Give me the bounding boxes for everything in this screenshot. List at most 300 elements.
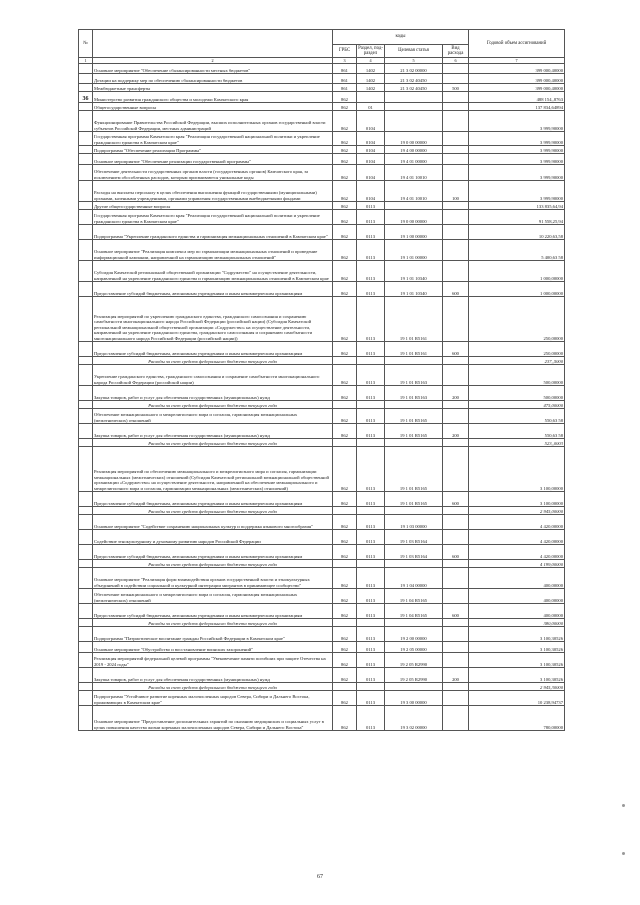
row-vid bbox=[443, 132, 469, 146]
row-amount: 4 420,00000 bbox=[469, 530, 565, 545]
row-target bbox=[385, 683, 443, 691]
row-section: 0113 bbox=[357, 642, 385, 653]
row-target bbox=[385, 357, 443, 365]
row-grbs: 862 bbox=[333, 92, 357, 103]
row-section: 0113 bbox=[357, 653, 385, 668]
row-number bbox=[79, 357, 93, 365]
row-grbs: 862 bbox=[333, 342, 357, 357]
row-amount: 250,00000 bbox=[469, 297, 565, 342]
row-vid bbox=[443, 210, 469, 225]
row-target bbox=[385, 507, 443, 515]
row-number bbox=[79, 568, 93, 589]
row-number bbox=[79, 492, 93, 507]
header-num-4: 4 bbox=[357, 58, 385, 64]
row-section: 0104 bbox=[357, 165, 385, 181]
header-grbs: ГРБС bbox=[333, 45, 357, 58]
row-vid bbox=[443, 365, 469, 386]
table-row-federal-note bbox=[79, 507, 565, 515]
row-amount: 500,00000 bbox=[469, 365, 565, 386]
row-vid: 600 bbox=[443, 492, 469, 507]
row-vid bbox=[443, 530, 469, 545]
row-number bbox=[79, 132, 93, 146]
row-grbs: 862 bbox=[333, 365, 357, 386]
row-amount: 399 000,40000 bbox=[469, 84, 565, 92]
row-amount: 3 100,30526 bbox=[469, 627, 565, 642]
row-name: Основное мероприятие "Предоставление дополнительных гарантий по оказанию медицинских и социальных услуг в целях повышения качества жизни коренных малочисленных народов Севера, Сибири и Дальнего Востока" bbox=[93, 706, 333, 731]
row-grbs bbox=[333, 683, 357, 691]
row-target bbox=[385, 619, 443, 627]
row-target: 19 1 01 R5165 bbox=[385, 492, 443, 507]
row-name: Основное мероприятие "Реализация форм взаимодействия органов государственной власти и этнокультурных объединений в содействии социальной и культурной интеграции мигрантов в принимающее сообщество" bbox=[93, 568, 333, 589]
row-vid bbox=[443, 706, 469, 731]
header-num-7: 7 bbox=[469, 58, 565, 64]
row-vid bbox=[443, 64, 469, 74]
row-grbs: 862 bbox=[333, 154, 357, 165]
row-amount: 10 238,94737 bbox=[469, 691, 565, 706]
row-amount: 400,00000 bbox=[469, 589, 565, 604]
row-name: Министерство развития гражданского общества и молодежи Камчатского края bbox=[93, 92, 333, 103]
row-vid: 600 bbox=[443, 282, 469, 297]
row-section: 0113 bbox=[357, 386, 385, 401]
row-vid bbox=[443, 154, 469, 165]
row-section: 0104 bbox=[357, 111, 385, 132]
table-row bbox=[79, 210, 565, 225]
row-name: Расходы за счет средств федерального бюджета текущего года bbox=[93, 439, 333, 447]
row-section: 0113 bbox=[357, 240, 385, 261]
table-row bbox=[79, 154, 565, 165]
table-row bbox=[79, 297, 565, 342]
row-grbs: 862 bbox=[333, 604, 357, 619]
row-amount: 3 100,30526 bbox=[469, 668, 565, 683]
row-number bbox=[79, 240, 93, 261]
row-section: 0113 bbox=[357, 297, 385, 342]
row-target bbox=[385, 560, 443, 568]
row-section: 0104 bbox=[357, 132, 385, 146]
scan-mark bbox=[622, 804, 625, 807]
row-vid: 600 bbox=[443, 342, 469, 357]
row-grbs bbox=[333, 439, 357, 447]
row-name: Межбюджетные трансферты bbox=[93, 84, 333, 92]
row-section bbox=[357, 439, 385, 447]
row-amount: 400,00000 bbox=[469, 604, 565, 619]
row-target bbox=[385, 401, 443, 409]
row-number bbox=[79, 103, 93, 111]
table-row-federal-note bbox=[79, 683, 565, 691]
table-row bbox=[79, 261, 565, 282]
row-number bbox=[79, 74, 93, 84]
row-grbs bbox=[333, 619, 357, 627]
row-vid bbox=[443, 146, 469, 154]
scan-mark bbox=[622, 852, 625, 855]
row-amount: 237,,5000 bbox=[469, 357, 565, 365]
row-grbs: 862 bbox=[333, 545, 357, 560]
row-vid: 600 bbox=[443, 545, 469, 560]
budget-table bbox=[78, 29, 565, 731]
row-name: Расходы на выплаты персоналу в целях обеспечения выполнения функций государственными (муниципальными) органами, казенными учреждениями, органами управления государственными внебюджетными фондами bbox=[93, 181, 333, 202]
row-number bbox=[79, 560, 93, 568]
row-section: 0113 bbox=[357, 568, 385, 589]
table-row bbox=[79, 568, 565, 589]
row-amount: 780,00000 bbox=[469, 706, 565, 731]
row-section: 0113 bbox=[357, 589, 385, 604]
row-name: Расходы за счет средств федерального бюджета текущего года bbox=[93, 619, 333, 627]
header-number: № bbox=[79, 30, 93, 58]
row-amount: 380,00000 bbox=[469, 619, 565, 627]
row-target bbox=[385, 439, 443, 447]
row-section: 0113 bbox=[357, 706, 385, 731]
row-vid bbox=[443, 297, 469, 342]
row-number bbox=[79, 507, 93, 515]
row-target: 19 1 01 00000 bbox=[385, 240, 443, 261]
row-target: 19 1 01 R5165 bbox=[385, 447, 443, 492]
row-amount: 488 154,,8763 bbox=[469, 92, 565, 103]
row-number bbox=[79, 653, 93, 668]
row-name: Подпрограмма "Обеспечение реализации Программы" bbox=[93, 146, 333, 154]
row-target: 19 2 05 R2990 bbox=[385, 653, 443, 668]
row-vid bbox=[443, 261, 469, 282]
row-number bbox=[79, 706, 93, 731]
row-name: Расходы за счет средств федерального бюджета текущего года bbox=[93, 683, 333, 691]
row-grbs: 862 bbox=[333, 627, 357, 642]
table-row bbox=[79, 530, 565, 545]
row-target: 19 2 00 00000 bbox=[385, 627, 443, 642]
row-vid bbox=[443, 627, 469, 642]
row-name: Расходы за счет средств федерального бюджета текущего года bbox=[93, 560, 333, 568]
row-amount: 133 835,64,94 bbox=[469, 202, 565, 210]
table-row-federal-note bbox=[79, 357, 565, 365]
table-row bbox=[79, 92, 565, 103]
row-vid bbox=[443, 92, 469, 103]
row-section: 0104 bbox=[357, 146, 385, 154]
row-number: 36 bbox=[79, 92, 93, 103]
row-target: 19 1 03 00000 bbox=[385, 515, 443, 530]
row-number bbox=[79, 225, 93, 240]
row-grbs: 862 bbox=[333, 642, 357, 653]
table-row bbox=[79, 604, 565, 619]
row-section: 0113 bbox=[357, 545, 385, 560]
row-grbs: 862 bbox=[333, 240, 357, 261]
table-row bbox=[79, 589, 565, 604]
row-vid bbox=[443, 357, 469, 365]
row-number bbox=[79, 64, 93, 74]
table-row-federal-note bbox=[79, 401, 565, 409]
row-grbs: 862 bbox=[333, 589, 357, 604]
row-section: 0113 bbox=[357, 424, 385, 439]
row-name: Другие общегосударственные вопросы bbox=[93, 202, 333, 210]
row-name: Расходы за счет средств федерального бюджета текущего года bbox=[93, 357, 333, 365]
row-grbs: 862 bbox=[333, 225, 357, 240]
row-grbs: 862 bbox=[333, 282, 357, 297]
header-total: Годовой объем ассигнований bbox=[469, 30, 565, 58]
row-target: 19 1 04 R5165 bbox=[385, 589, 443, 604]
row-number bbox=[79, 439, 93, 447]
row-name: Государственная программа Камчатского края "Реализация государственной национальной политики и укрепление гражданского единства в Камчатском крае" bbox=[93, 132, 333, 146]
row-grbs bbox=[333, 507, 357, 515]
row-amount: 475,00000 bbox=[469, 401, 565, 409]
row-name: Основное мероприятие "Обустройство и восстановление воинских захоронений" bbox=[93, 642, 333, 653]
table-row bbox=[79, 515, 565, 530]
row-name: Подпрограмма "Патриотическое воспитание граждан Российской Федерации в Камчатском крае" bbox=[93, 627, 333, 642]
row-grbs: 862 bbox=[333, 424, 357, 439]
row-amount: 1 000,00000 bbox=[469, 282, 565, 297]
row-name: Предоставление субсидий бюджетным, автономным учреждениям и иным некоммерческим организациям bbox=[93, 342, 333, 357]
row-name: Основное мероприятие "Реализация комплекса мер по гармонизации межнациональных отношений и проведение информационной кампании, направленной на гармонизацию межнациональных отношений" bbox=[93, 240, 333, 261]
row-name: Расходы за счет средств федерального бюджета текущего года bbox=[93, 401, 333, 409]
row-number bbox=[79, 365, 93, 386]
row-number bbox=[79, 642, 93, 653]
row-name: Содействие этнокультурному и духовному развитию народов Российской Федерации bbox=[93, 530, 333, 545]
row-vid bbox=[443, 507, 469, 515]
row-grbs: 862 bbox=[333, 492, 357, 507]
row-vid bbox=[443, 642, 469, 653]
row-number bbox=[79, 261, 93, 282]
row-target: 21 3 02 40450 bbox=[385, 74, 443, 84]
row-name: Реализация мероприятий по укреплению гражданского единства, гражданского самосознания и сохранению самобытности многонационального народа Российской Федерации (российской нации) (Субсидия Камчатской региональной межнациональной общественной организации «Содружество» на осуществление деятельности, направленной на укрепление гражданского единства, гражданского самосознания и сохранению самобытности многонационального народа Российской Федерации (российской нации)) bbox=[93, 297, 333, 342]
row-section: 0104 bbox=[357, 181, 385, 202]
table-row bbox=[79, 653, 565, 668]
row-grbs: 861 bbox=[333, 74, 357, 84]
row-target: 19 1 01 R5161 bbox=[385, 342, 443, 357]
row-section: 0113 bbox=[357, 492, 385, 507]
row-target: 19 4 01 10010 bbox=[385, 165, 443, 181]
row-section bbox=[357, 683, 385, 691]
header-num-3: 3 bbox=[333, 58, 357, 64]
row-amount: 2 945,30000 bbox=[469, 683, 565, 691]
row-vid bbox=[443, 691, 469, 706]
row-section: 0113 bbox=[357, 225, 385, 240]
row-grbs: 862 bbox=[333, 706, 357, 731]
table-row bbox=[79, 165, 565, 181]
header-num-6: 6 bbox=[443, 58, 469, 64]
row-vid bbox=[443, 202, 469, 210]
row-name: Подпрограмма "Укрепление гражданского единства и гармонизация межнациональных отношений в Камчатском крае" bbox=[93, 225, 333, 240]
table-row-federal-note bbox=[79, 560, 565, 568]
row-vid bbox=[443, 560, 469, 568]
row-grbs: 862 bbox=[333, 297, 357, 342]
row-amount: 250,00000 bbox=[469, 342, 565, 357]
row-section bbox=[357, 560, 385, 568]
table-row bbox=[79, 706, 565, 731]
row-section: 0113 bbox=[357, 202, 385, 210]
row-name: Субсидия Камчатской региональной общественной организации "Содружество" на осуществление деятельности, направленной на укрепление гражданского единства и гармонизацию межнациональных отношений в Камчатском крае bbox=[93, 261, 333, 282]
row-number bbox=[79, 210, 93, 225]
row-section: 0113 bbox=[357, 668, 385, 683]
row-number bbox=[79, 604, 93, 619]
row-amount: 399 000,40000 bbox=[469, 74, 565, 84]
row-number bbox=[79, 691, 93, 706]
table-row bbox=[79, 424, 565, 439]
row-amount: 399 000,40000 bbox=[469, 64, 565, 74]
row-vid bbox=[443, 401, 469, 409]
row-number bbox=[79, 146, 93, 154]
row-amount: 4 420,00000 bbox=[469, 545, 565, 560]
table-row bbox=[79, 545, 565, 560]
row-target: 19 4 00 00000 bbox=[385, 146, 443, 154]
row-grbs: 862 bbox=[333, 668, 357, 683]
row-vid: 200 bbox=[443, 386, 469, 401]
row-section: 0113 bbox=[357, 515, 385, 530]
row-section: 0113 bbox=[357, 530, 385, 545]
header-vid: Вид расхода bbox=[443, 45, 469, 58]
header-num-2: 2 bbox=[93, 58, 333, 64]
row-amount: 3 999,90000 bbox=[469, 154, 565, 165]
row-vid bbox=[443, 74, 469, 84]
row-grbs: 862 bbox=[333, 111, 357, 132]
row-target bbox=[385, 202, 443, 210]
row-name: Обеспечение деятельности государственных органов власти (государственных органов) Камчатского края, за исключением обособленных расходов, которым присваиваются уникальные коды bbox=[93, 165, 333, 181]
row-target: 19 1 04 R5165 bbox=[385, 604, 443, 619]
row-grbs: 862 bbox=[333, 409, 357, 424]
row-number bbox=[79, 683, 93, 691]
row-number bbox=[79, 589, 93, 604]
row-amount: 3 999,90000 bbox=[469, 181, 565, 202]
row-amount: 500,00000 bbox=[469, 386, 565, 401]
header-name bbox=[93, 30, 333, 58]
row-number bbox=[79, 530, 93, 545]
row-section: 01 bbox=[357, 103, 385, 111]
row-amount: 550,63 58 bbox=[469, 424, 565, 439]
row-section bbox=[357, 92, 385, 103]
row-number bbox=[79, 386, 93, 401]
row-number bbox=[79, 401, 93, 409]
row-number bbox=[79, 111, 93, 132]
table-row bbox=[79, 181, 565, 202]
row-target: 19 4 01 10010 bbox=[385, 181, 443, 202]
row-grbs: 862 bbox=[333, 515, 357, 530]
row-vid bbox=[443, 589, 469, 604]
row-vid bbox=[443, 653, 469, 668]
row-section bbox=[357, 357, 385, 365]
row-target: 19 1 01 10340 bbox=[385, 282, 443, 297]
row-name: Расходы за счет средств федерального бюджета текущего года bbox=[93, 507, 333, 515]
table-row bbox=[79, 282, 565, 297]
header-num-1: 1 bbox=[79, 58, 93, 64]
row-vid bbox=[443, 409, 469, 424]
table-row bbox=[79, 132, 565, 146]
row-vid bbox=[443, 111, 469, 132]
row-section: 0113 bbox=[357, 261, 385, 282]
row-vid: 500 bbox=[443, 84, 469, 92]
row-target: 19 1 01 R5163 bbox=[385, 386, 443, 401]
row-section: 0113 bbox=[357, 447, 385, 492]
row-section: 0113 bbox=[357, 604, 385, 619]
table-row bbox=[79, 74, 565, 84]
row-grbs: 862 bbox=[333, 261, 357, 282]
header-codes: коды bbox=[333, 30, 469, 45]
row-target bbox=[385, 111, 443, 132]
header-num-5: 5 bbox=[385, 58, 443, 64]
table-row bbox=[79, 240, 565, 261]
row-target: 19 1 01 R5165 bbox=[385, 424, 443, 439]
table-row bbox=[79, 103, 565, 111]
row-grbs: 862 bbox=[333, 165, 357, 181]
row-amount: 3 999,90000 bbox=[469, 132, 565, 146]
row-vid bbox=[443, 619, 469, 627]
row-amount: 91 558,25,94 bbox=[469, 210, 565, 225]
row-name: Основное мероприятие "Обеспечение сбалансированности местных бюджетов" bbox=[93, 64, 333, 74]
row-vid bbox=[443, 165, 469, 181]
row-grbs: 862 bbox=[333, 653, 357, 668]
row-target bbox=[385, 92, 443, 103]
row-grbs: 862 bbox=[333, 210, 357, 225]
row-number bbox=[79, 181, 93, 202]
row-vid bbox=[443, 225, 469, 240]
row-target: 19 1 01 10340 bbox=[385, 261, 443, 282]
row-amount: 3 100,30526 bbox=[469, 653, 565, 668]
row-amount: 2 945,00000 bbox=[469, 507, 565, 515]
row-name: Закупка товаров, работ и услуг для обеспечения государственных (муниципальных) нужд bbox=[93, 424, 333, 439]
row-number bbox=[79, 282, 93, 297]
row-target: 19 0 00 00000 bbox=[385, 210, 443, 225]
row-name: Реализация мероприятий по обеспечению межнационального и межрелигиозного мира и согласия, гармонизации межнациональных (межэтнических) отношений (Субсидия Камчатской региональной межнациональной общественной организации «Содружество» на осуществление деятельности, направленной на обеспечение межнационального и межрелигиозного мира и согласия, гармонизации межнациональных (межэтнических) отношений) bbox=[93, 447, 333, 492]
row-name: Дотации на поддержку мер по обеспечению сбалансированности бюджетов bbox=[93, 74, 333, 84]
row-grbs: 862 bbox=[333, 202, 357, 210]
row-number bbox=[79, 409, 93, 424]
row-grbs: 862 bbox=[333, 530, 357, 545]
row-amount: 523,,0003 bbox=[469, 439, 565, 447]
row-amount: 3 100,30526 bbox=[469, 642, 565, 653]
row-amount: 3 100,00000 bbox=[469, 492, 565, 507]
row-name: Предоставление субсидий бюджетным, автономным учреждениям и иным некоммерческим организациям bbox=[93, 604, 333, 619]
row-vid bbox=[443, 240, 469, 261]
row-section: 0113 bbox=[357, 627, 385, 642]
row-number bbox=[79, 515, 93, 530]
row-target: 19 1 03 R5164 bbox=[385, 530, 443, 545]
row-target: 19 2 05 R2990 bbox=[385, 668, 443, 683]
row-amount: 4 420,00000 bbox=[469, 515, 565, 530]
row-grbs: 861 bbox=[333, 84, 357, 92]
row-name: Обеспечение межнационального и межрелигиозного мира и согласия, гармонизация межнациональных (межэтнических) отношений bbox=[93, 409, 333, 424]
table-row bbox=[79, 365, 565, 386]
row-amount: 3 999,90000 bbox=[469, 146, 565, 154]
row-vid: 100 bbox=[443, 181, 469, 202]
row-vid bbox=[443, 439, 469, 447]
row-target: 19 3 00 00000 bbox=[385, 691, 443, 706]
row-vid: 200 bbox=[443, 668, 469, 683]
row-name: Основное мероприятие "Обеспечение реализации государственной программы" bbox=[93, 154, 333, 165]
row-name: Предоставление субсидий бюджетным, автономным учреждениям и иным некоммерческим организациям bbox=[93, 545, 333, 560]
row-target bbox=[385, 103, 443, 111]
table-row bbox=[79, 691, 565, 706]
row-target: 19 3 02 00000 bbox=[385, 706, 443, 731]
row-grbs: 862 bbox=[333, 386, 357, 401]
row-number bbox=[79, 447, 93, 492]
row-name: Реализация мероприятий федеральной целевой программы "Увековечение памяти погибших при защите Отечества на 2019 - 2024 годы" bbox=[93, 653, 333, 668]
row-grbs: 861 bbox=[333, 64, 357, 74]
table-row bbox=[79, 64, 565, 74]
row-grbs: 862 bbox=[333, 568, 357, 589]
table-row bbox=[79, 202, 565, 210]
header-target: Целевая статья bbox=[385, 45, 443, 58]
page-number: 67 bbox=[317, 874, 323, 880]
row-name: Предоставление субсидий бюджетным, автономным учреждениям и иным некоммерческим организациям bbox=[93, 492, 333, 507]
row-grbs bbox=[333, 401, 357, 409]
row-target: 19 1 01 R5163 bbox=[385, 365, 443, 386]
row-name: Закупка товаров, работ и услуг для обеспечения государственных (муниципальных) нужд bbox=[93, 668, 333, 683]
row-amount: 3 999,90000 bbox=[469, 111, 565, 132]
row-grbs bbox=[333, 560, 357, 568]
row-section: 0113 bbox=[357, 691, 385, 706]
row-name: Подпрограмма "Устойчивое развитие коренных малочисленных народов Севера, Сибири и Дальнего Востока, проживающих в Камчатском крае" bbox=[93, 691, 333, 706]
row-number bbox=[79, 154, 93, 165]
header-row-top bbox=[79, 30, 565, 45]
row-amount: 10 220,63,58 bbox=[469, 225, 565, 240]
row-target: 19 1 03 R5164 bbox=[385, 545, 443, 560]
table-row bbox=[79, 342, 565, 357]
row-section bbox=[357, 507, 385, 515]
table-row bbox=[79, 627, 565, 642]
row-vid bbox=[443, 447, 469, 492]
